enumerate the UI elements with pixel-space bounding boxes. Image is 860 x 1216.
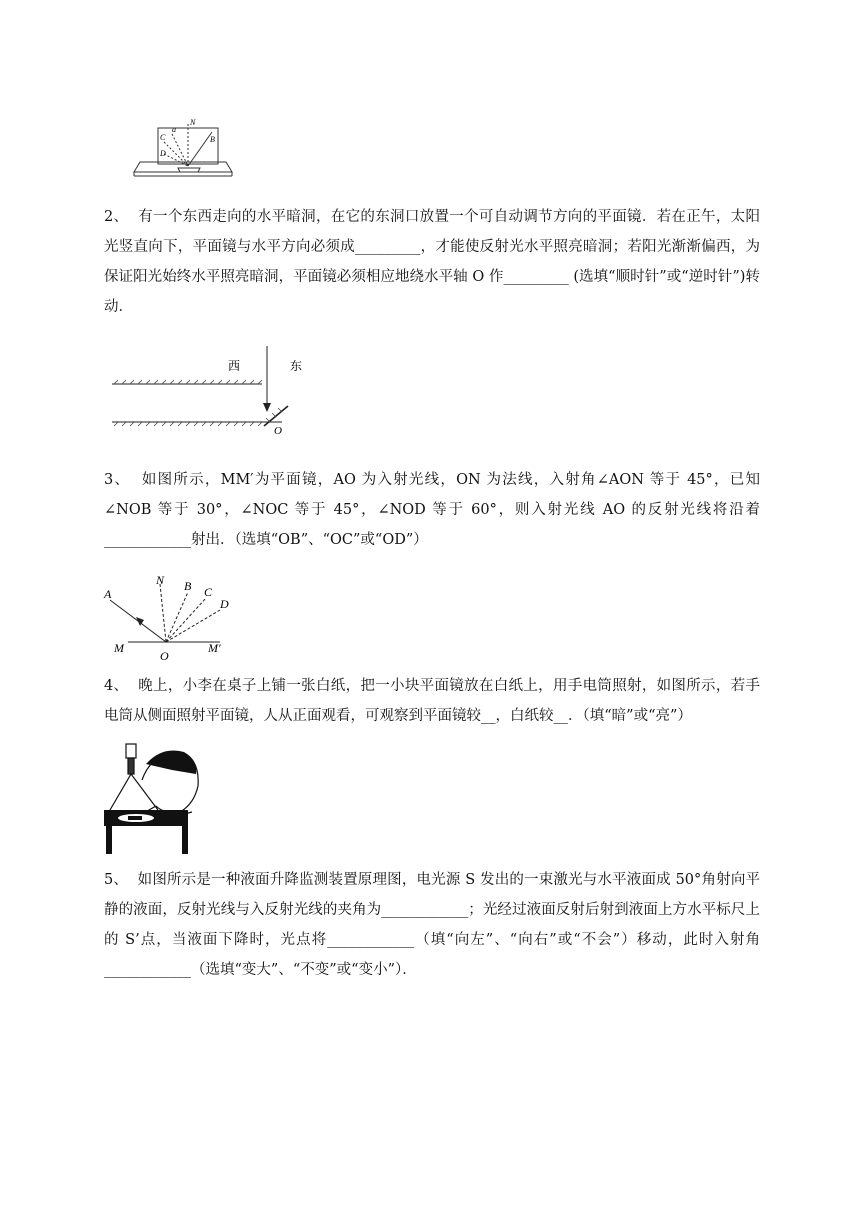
fig3-label-m-prime: M′ — [208, 641, 221, 655]
fig3-label-o: O — [160, 649, 169, 662]
fig3-label-a: A — [104, 587, 112, 601]
fig2-label-east: 东 — [290, 359, 303, 373]
question-number: 2、 — [104, 209, 129, 225]
fig3-label-d: D — [220, 597, 229, 611]
question-number: 4、 — [104, 678, 129, 694]
fig1-label-c: C — [160, 133, 166, 142]
question-3 — [104, 465, 760, 555]
fig1-label-n: N — [190, 118, 196, 127]
question-text: 如图所示是一种液面升降监测装置原理图，电光源 S 发出的一束激光与水平液面成 50°角射向平静的液面，反射光线与入反射光线的夹角为____________；光经过液面反射后射到液面上方水平标尺上的 S’点，当液面下降时，光点将____________（填“向左”、“向右”或“不会”）移动，此时入射角____________（选填“变大”、“不变”或“变小”）． — [104, 872, 760, 978]
fig3-label-n: N — [156, 573, 165, 587]
figure-flashlight-table — [102, 740, 202, 855]
question-number: 5、 — [104, 872, 129, 888]
figure-reflection-board — [128, 118, 238, 180]
fig1-label-a: a — [172, 125, 176, 134]
fig2-label-west: 西 — [228, 359, 241, 373]
question-text: 有一个东西走向的水平暗洞，在它的东洞口放置一个可自动调节方向的平面镜．若在正午，太阳光竖直向下，平面镜与水平方向必须成_________，才能使反射光水平照亮暗洞；若阳光渐渐偏西，为保证阳光始终水平照亮暗洞，平面镜必须相应地绕水平轴 O 作_________ (选填“顺时针”或“逆时针”)转动． — [104, 209, 760, 315]
figure-reflection-angles — [100, 572, 250, 662]
question-text: 晚上，小李在桌子上铺一张白纸，把一小块平面镜放在白纸上，用手电筒照射，如图所示，若手电筒从侧面照射平面镜，人从正面观看，可观察到平面镜较__，白纸较__．（填“暗”或“亮”） — [104, 678, 760, 724]
fig2-label-o: O — [274, 425, 282, 437]
question-2 — [104, 202, 760, 322]
fig1-label-d: D — [160, 149, 166, 158]
figure-tunnel-mirror — [112, 340, 312, 452]
fig3-label-m: M — [114, 641, 124, 655]
fig3-label-c: C — [204, 585, 213, 599]
fig1-label-b: B — [210, 135, 215, 144]
question-4 — [104, 671, 760, 731]
question-text: 如图所示，MM′为平面镜，AO 为入射光线，ON 为法线，入射角∠AON 等于 45°，已知∠NOB 等于 30°，∠NOC 等于 45°，∠NOD 等于 60°，则入射光线 AO 的反射光线将沿着____________射出．（选填“OB”、“OC”或“OD”） — [104, 472, 760, 548]
question-5 — [104, 865, 760, 985]
fig3-label-b: B — [184, 579, 192, 593]
question-number: 3、 — [104, 472, 131, 488]
